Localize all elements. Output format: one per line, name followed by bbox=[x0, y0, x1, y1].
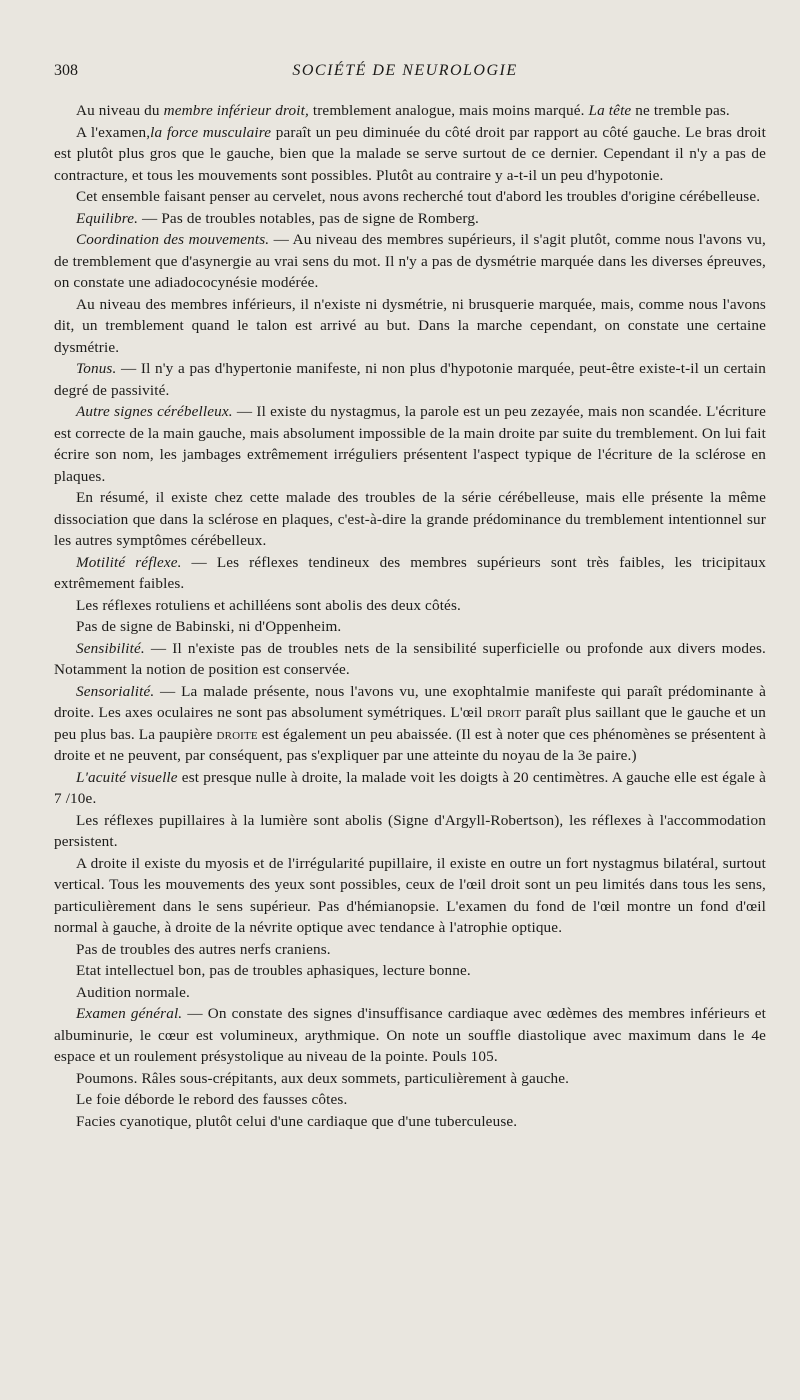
text-run: Etat intellectuel bon, pas de troubles aphasiques, lecture bonne. bbox=[76, 962, 471, 979]
text-run: — Pas de troubles notables, pas de signe de Romberg. bbox=[138, 209, 480, 227]
italic-heading: Motilité réflexe. bbox=[76, 553, 182, 571]
paragraph bbox=[54, 767, 766, 810]
text-run: est également un peu abaissée. (Il est à noter que ces phénomènes se présentent à droite et ne peuvent, par conséquent, pas s'expliquer par une atteinte du noyau de la 3e paire.) bbox=[54, 725, 766, 764]
paragraph bbox=[54, 100, 766, 122]
paragraph bbox=[54, 638, 766, 681]
italic-heading: L'acuité visuelle bbox=[76, 768, 178, 786]
paragraph bbox=[54, 1003, 766, 1068]
text-run: Poumons. Râles sous-crépitants, aux deux sommets, particulièrement à gauche. bbox=[76, 1069, 570, 1087]
text-run: — On constate des signes d'insuffisance cardiaque avec œdèmes des membres inférieurs et albuminurie, le cœur est volumineux, arythmique. On note un souffle diastolique avec maximum dans le 4e espace et un roulement présystolique au niveau de la pointe. Pouls 105. bbox=[54, 1005, 767, 1065]
paragraph bbox=[54, 487, 766, 552]
small-caps-text: droite bbox=[216, 725, 258, 743]
paragraph bbox=[54, 939, 766, 961]
italic-heading: Autre signes cérébelleux. bbox=[76, 403, 233, 420]
paragraph bbox=[54, 358, 766, 401]
italic-heading: Examen général. bbox=[76, 1005, 183, 1022]
paragraph bbox=[54, 1068, 766, 1090]
running-title: SOCIÉTÉ DE NEUROLOGIE bbox=[292, 62, 518, 79]
italic-heading: Coordination des mouvements. bbox=[76, 231, 270, 248]
italic-heading: membre inférieur droit, bbox=[163, 102, 309, 119]
text-run: Facies cyanotique, plutôt celui d'une cardiaque que d'une tuberculeuse. bbox=[76, 1112, 518, 1130]
text-run: Les réflexes pupillaires à la lumière sont abolis (Signe d'Argyll-Robertson), les réflexes à l'accommodation persistent. bbox=[54, 811, 766, 850]
text-run: A droite il existe du myosis et de l'irrégularité pupillaire, il existe en outre un fort nystagmus bilatéral, surtout vertical. Tous les mouvements des yeux sont possibles, ceux de l'œil droit sont un peu limités dans tous les sens, particulièrement dans le sens supérieur. Pas d'hémianopsie. L'examen du fond de l'œil montre un fond d'œil normal à gauche, à droite de la névrite optique avec tendance à l'atrophie optique. bbox=[54, 854, 766, 936]
paragraph bbox=[54, 960, 766, 982]
paragraph bbox=[54, 595, 766, 617]
text-run: Audition normale. bbox=[76, 983, 190, 1001]
italic-heading: Sensibilité. bbox=[76, 639, 145, 657]
paragraph bbox=[54, 616, 766, 638]
paragraph bbox=[54, 122, 766, 187]
paragraph bbox=[54, 401, 766, 487]
paragraph bbox=[54, 1089, 766, 1111]
italic-heading: La tête bbox=[588, 102, 632, 119]
text-run: est presque nulle à droite, la malade voit les doigts à 20 centimètres. A gauche elle est égale à 7 /10e. bbox=[54, 768, 766, 807]
text-run: — Il n'y a pas d'hypertonie manifeste, ni non plus d'hypotonie marquée, peut-être existe-t-il un certain degré de passivité. bbox=[54, 360, 766, 399]
paragraph bbox=[54, 982, 766, 1004]
paragraph bbox=[54, 853, 766, 939]
text-run: Au niveau du bbox=[76, 102, 164, 119]
paragraph bbox=[54, 208, 766, 230]
text-run: tremblement analogue, mais moins marqué. bbox=[308, 102, 589, 119]
text-run: paraît plus saillant que le gauche et un peu plus bas. La paupière bbox=[54, 704, 766, 743]
paragraph bbox=[54, 294, 766, 359]
paragraph bbox=[54, 186, 766, 208]
text-run: En résumé, il existe chez cette malade des troubles de la série cérébelleuse, mais elle présente la même dissociation que dans la sclérose en plaques, c'est-à-dire la grande prédominance du tremblement intentionnel sur les autres symptômes cérébelleux. bbox=[54, 489, 766, 549]
italic-heading: Sensorialité. bbox=[76, 682, 155, 700]
text-run: ne tremble pas. bbox=[631, 102, 730, 119]
text-run: Les réflexes rotuliens et achilléens sont abolis des deux côtés. bbox=[76, 596, 461, 614]
paragraph bbox=[54, 1111, 766, 1133]
italic-heading: Equilibre. bbox=[76, 209, 139, 227]
page-number: 308 bbox=[54, 62, 78, 79]
small-caps-text: droit bbox=[486, 704, 522, 721]
text-run: — La malade présente, nous l'avons vu, une exophtalmie manifeste qui paraît prédominante à droite. Les axes oculaires ne sont pas absolument symétriques. L'œil bbox=[54, 682, 766, 721]
text-run: — Il existe du nystagmus, la parole est un peu zezayée, mais non scandée. L'écriture est correcte de la main gauche, mais absolument impossible de la main droite par suite du tremblement. On lui fait écrire son nom, les jambages extrêmement irréguliers présentent l'aspect typique de l'écriture de la sclérose en plaques. bbox=[54, 403, 766, 485]
paragraph bbox=[54, 552, 766, 595]
italic-heading: Tonus. bbox=[76, 360, 117, 377]
text-run: A l'examen, bbox=[76, 123, 151, 141]
italic-heading: la force musculaire bbox=[150, 123, 272, 141]
body-text bbox=[54, 100, 766, 1132]
text-run: paraît un peu diminuée du côté droit par rapport au côté gauche. Le bras droit est plutôt plus gros que le gauche, bien que la malade se serve surtout de ce dernier. Cependant il n'y a pas de contracture, et tous les mouvements sont possibles. Plutôt au contraire y a-t-il un peu d'hypotonie. bbox=[54, 123, 767, 184]
text-run: Pas de signe de Babinski, ni d'Oppenheim. bbox=[76, 618, 342, 635]
text-run: Cet ensemble faisant penser au cervelet, nous avons recherché tout d'abord les troubles d'origine cérébelleuse. bbox=[76, 188, 761, 205]
text-run: Au niveau des membres inférieurs, il n'existe ni dysmétrie, ni brusquerie marquée, mais, comme nous l'avons dit, un tremblement quand le talon est arrivé au but. Dans la marche cependant, on constate une certaine dysmétrie. bbox=[54, 295, 766, 356]
text-run: Le foie déborde le rebord des fausses côtes. bbox=[76, 1091, 348, 1108]
paragraph bbox=[54, 229, 766, 294]
paragraph bbox=[54, 681, 766, 767]
text-run: — Au niveau des membres supérieurs, il s'agit plutôt, comme nous l'avons vu, de tremblement que d'asynergie au vrai sens du mot. Il n'y a pas de dysmétrie marquée dans les diverses épreuves, on constate une adiadococynésie modérée. bbox=[54, 231, 766, 291]
page-header bbox=[54, 62, 766, 96]
paragraph bbox=[54, 810, 766, 853]
text-run: Pas de troubles des autres nerfs craniens. bbox=[76, 940, 331, 958]
text-run: — Il n'existe pas de troubles nets de la sensibilité superficielle ou profonde aux divers modes. Notamment la notion de position est conservée. bbox=[54, 639, 766, 678]
text-run: — Les réflexes tendineux des membres supérieurs sont très faibles, les tricipitaux extrêmement faibles. bbox=[54, 553, 766, 592]
